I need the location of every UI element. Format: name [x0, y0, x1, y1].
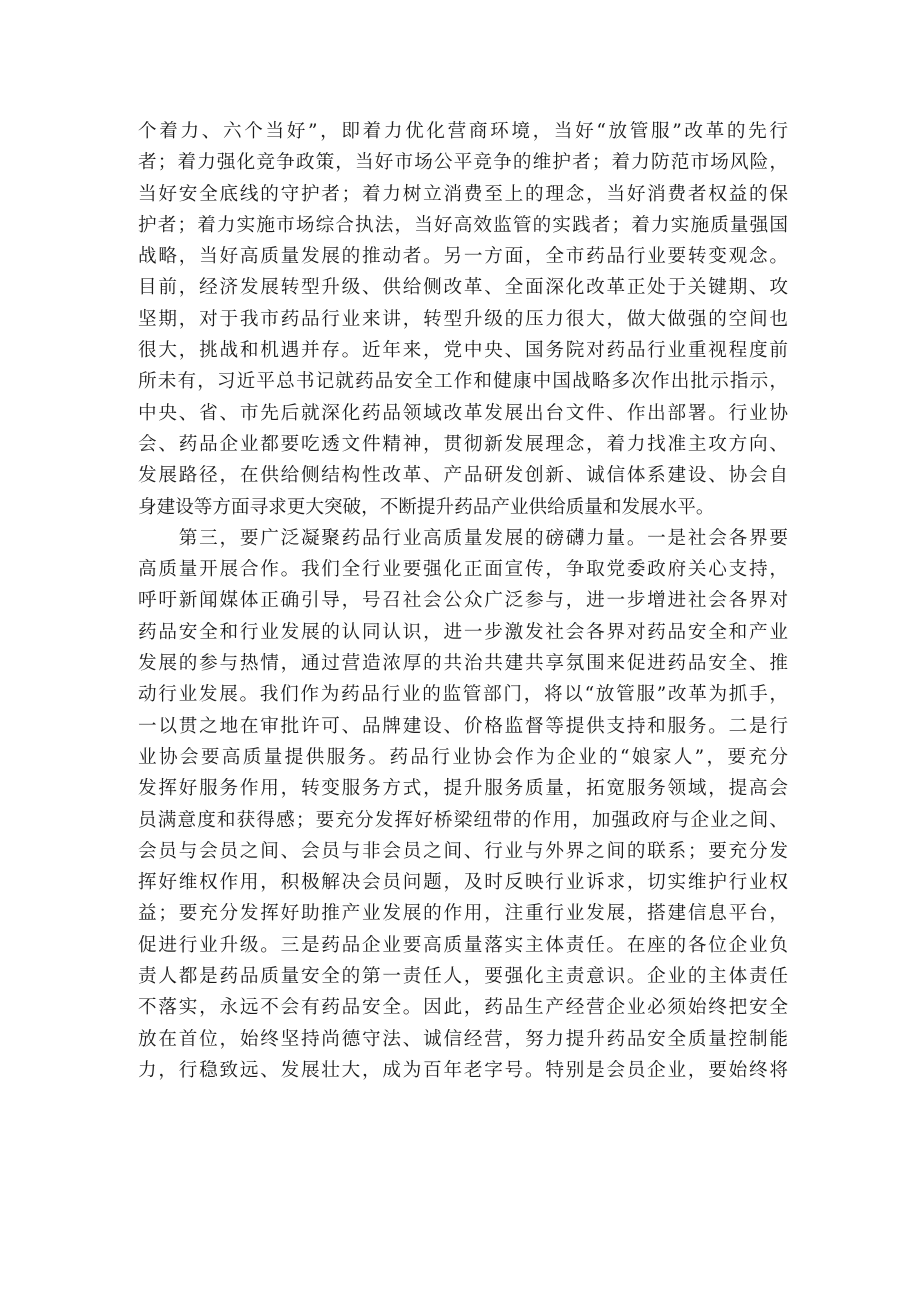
text-line: 所未有，习近平总书记就药品安全工作和健康中国战略多次作出批示指示， — [138, 371, 788, 393]
text-line: 发挥好服务作用，转变服务方式，提升服务质量，拓宽服务领域，提高会 — [138, 778, 788, 800]
text-line: 发展路径，在供给侧结构性改革、产品研发创新、诚信体系建设、协会自 — [138, 465, 788, 487]
text-line: 责人都是药品质量安全的第一责任人，要强化主责意识。企业的主体责任 — [138, 966, 788, 988]
text-line: 益；要充分发挥好助推产业发展的作用，注重行业发展，搭建信息平台， — [138, 903, 788, 925]
text-line: 力，行稳致远、发展壮大，成为百年老字号。特别是会员企业，要始终将 — [138, 1059, 788, 1081]
text-line: 一以贯之地在审批许可、品牌建设、价格监督等提供支持和服务。二是行 — [138, 715, 788, 737]
text-line: 发展的参与热情，通过营造浓厚的共治共建共享氛围来促进药品安全、推 — [138, 653, 788, 675]
text-line: 促进行业升级。三是药品企业要高质量落实主体责任。在座的各位企业负 — [138, 934, 788, 956]
text-line: 员满意度和获得感；要充分发挥好桥梁纽带的作用，加强政府与企业之间、 — [138, 809, 788, 831]
text-line: 个着力、六个当好”，即着力优化营商环境，当好“放管服”改革的先行 — [138, 121, 788, 142]
text-line: 者；着力强化竞争政策，当好市场公平竞争的维护者；着力防范市场风险， — [138, 152, 788, 174]
text-line: 业协会要高质量提供服务。药品行业协会作为企业的“娘家人”，要充分 — [138, 746, 788, 768]
text-line: 很大，挑战和机遇并存。近年来，党中央、国务院对药品行业重视程度前 — [138, 340, 788, 362]
text-line: 坚期，对于我市药品行业来讲，转型升级的压力很大，做大做强的空间也 — [138, 308, 788, 330]
text-line: 战略，当好高质量发展的推动者。另一方面，全市药品行业要转变观念。 — [138, 246, 788, 268]
text-line: 会、药品企业都要吃透文件精神，贯彻新发展理念，着力找准主攻方向、 — [138, 433, 788, 455]
text-line: 不落实，永远不会有药品安全。因此，药品生产经营企业必须始终把安全 — [138, 997, 788, 1019]
text-line: 当好安全底线的守护者；着力树立消费至上的理念，当好消费者权益的保 — [138, 183, 788, 205]
text-line: 中央、省、市先后就深化药品领域改革发展出台文件、作出部署。行业协 — [138, 402, 788, 424]
text-line: 动行业发展。我们作为药品行业的监管部门，将以“放管服”改革为抓手， — [138, 684, 788, 706]
body-text — [138, 116, 788, 1086]
text-line: 会员与会员之间、会员与非会员之间、行业与外界之间的联系；要充分发 — [138, 840, 788, 862]
text-line: 放在首位，始终坚持尚德守法、诚信经营，努力提升药品安全质量控制能 — [138, 1028, 788, 1050]
text-line: 高质量开展合作。我们全行业要强化正面宣传，争取党委政府关心支持， — [138, 559, 788, 581]
text-line: 挥好维权作用，积极解决会员问题，及时反映行业诉求，切实维护行业权 — [138, 872, 788, 894]
text-line: 护者；着力实施市场综合执法，当好高效监管的实践者；着力实施质量强国 — [138, 214, 788, 236]
text-line: 目前，经济发展转型升级、供给侧改革、全面深化改革正处于关键期、攻 — [138, 277, 788, 299]
text-line: 第三，要广泛凝聚药品行业高质量发展的磅礴力量。一是社会各界要 — [138, 527, 788, 549]
text-line: 呼吁新闻媒体正确引导，号召社会公众广泛参与，进一步增进社会各界对 — [138, 590, 788, 612]
text-line: 药品安全和行业发展的认同认识，进一步激发社会各界对药品安全和产业 — [138, 621, 788, 643]
text-line: 身建设等方面寻求更大突破，不断提升药品产业供给质量和发展水平。 — [138, 496, 715, 518]
